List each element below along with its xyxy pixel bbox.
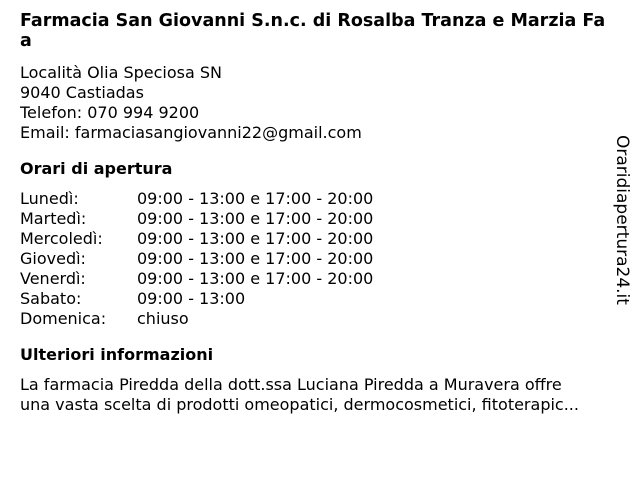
day-hours: chiuso <box>137 309 189 328</box>
day-label: Venerdì: <box>20 269 86 288</box>
email-label: Email: <box>20 123 70 142</box>
phone-label: Telefon: <box>20 103 83 122</box>
day-hours: 09:00 - 13:00 e 17:00 - 20:00 <box>137 209 374 228</box>
more-info-heading: Ulteriori informazioni <box>20 345 214 364</box>
more-info-text <box>20 375 610 415</box>
hours-row-tuesday <box>20 209 610 229</box>
day-label: Domenica: <box>20 309 107 328</box>
opening-hours-table <box>20 189 610 329</box>
site-brand-watermark: Oraridiapertura24.it <box>612 135 632 305</box>
phone-line <box>20 103 610 123</box>
pharmacy-card <box>20 11 610 415</box>
day-label: Sabato: <box>20 289 82 308</box>
hours-row-saturday <box>20 289 610 309</box>
day-hours: 09:00 - 13:00 e 17:00 - 20:00 <box>137 249 374 268</box>
hours-row-monday <box>20 189 610 209</box>
address-city: 9040 Castiadas <box>20 83 144 102</box>
day-hours: 09:00 - 13:00 e 17:00 - 20:00 <box>137 269 374 288</box>
more-info-line: una vasta scelta di prodotti omeopatici, dermocosmetici, fitoterapic... <box>20 395 579 414</box>
email-address[interactable]: farmaciasangiovanni22@gmail.com <box>74 123 362 142</box>
day-hours: 09:00 - 13:00 e 17:00 - 20:00 <box>137 229 374 248</box>
email-line <box>20 123 610 143</box>
pharmacy-name: Farmacia San Giovanni S.n.c. di Rosalba Tranza e Marzia Faa <box>20 11 606 51</box>
day-label: Mercoledì: <box>20 229 103 248</box>
day-hours: 09:00 - 13:00 <box>137 289 246 308</box>
address-street: Località Olia Speciosa SN <box>20 63 222 82</box>
hours-row-sunday <box>20 309 610 329</box>
opening-hours-heading: Orari di apertura <box>20 159 173 178</box>
hours-row-friday <box>20 269 610 289</box>
day-label: Lunedì: <box>20 189 79 208</box>
day-hours: 09:00 - 13:00 e 17:00 - 20:00 <box>137 189 374 208</box>
contact-block <box>20 63 610 143</box>
more-info-line: La farmacia Piredda della dott.ssa Luciana Piredda a Muravera offre <box>20 375 562 394</box>
hours-row-thursday <box>20 249 610 269</box>
hours-row-wednesday <box>20 229 610 249</box>
day-label: Giovedì: <box>20 249 86 268</box>
day-label: Martedì: <box>20 209 87 228</box>
phone-number[interactable]: 070 994 9200 <box>87 103 200 122</box>
